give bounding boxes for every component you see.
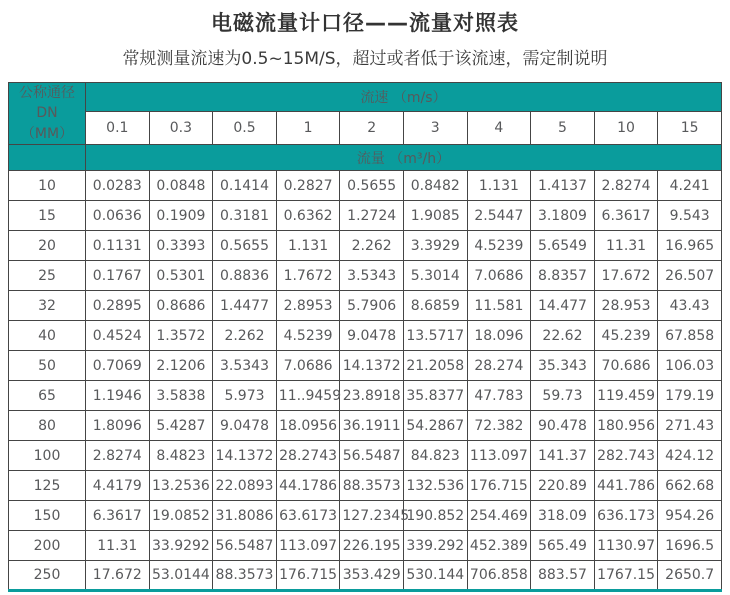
flow-value-cell: 53.0144 [149, 561, 213, 591]
velocity-band-row [9, 83, 722, 112]
flow-value-cell: 8.4823 [149, 441, 213, 471]
flow-value-cell: 0.6362 [276, 201, 340, 231]
flow-value-cell: 70.686 [594, 351, 658, 381]
table-row [9, 201, 722, 231]
flow-value-cell: 6.3617 [86, 501, 150, 531]
flow-value-cell: 176.715 [467, 471, 531, 501]
flow-value-cell: 0.5301 [149, 261, 213, 291]
flow-value-cell: 18.096 [467, 321, 531, 351]
flow-value-cell: 132.536 [403, 471, 467, 501]
flow-value-cell: 954.26 [658, 501, 722, 531]
flow-value-cell: 190.852 [403, 501, 467, 531]
flow-value-cell: 0.5655 [213, 231, 277, 261]
flow-value-cell: 1.2724 [340, 201, 404, 231]
flow-value-cell: 565.49 [531, 531, 595, 561]
flow-value-cell: 84.823 [403, 441, 467, 471]
flow-value-cell: 0.5655 [340, 171, 404, 201]
flow-value-cell: 0.8836 [213, 261, 277, 291]
velocity-value-cell: 1 [276, 112, 340, 145]
flow-value-cell: 36.1911 [340, 411, 404, 441]
flow-value-cell: 18.0956 [276, 411, 340, 441]
flow-value-cell: 0.0636 [86, 201, 150, 231]
table-row [9, 261, 722, 291]
flow-value-cell: 0.0848 [149, 171, 213, 201]
flow-value-cell: 179.19 [658, 381, 722, 411]
flow-value-cell: 23.8918 [340, 381, 404, 411]
flow-value-cell: 21.2058 [403, 351, 467, 381]
flow-value-cell: 4.4179 [86, 471, 150, 501]
flow-value-cell: 8.8357 [531, 261, 595, 291]
flow-value-cell: 14.477 [531, 291, 595, 321]
flow-value-cell: 5.4287 [149, 411, 213, 441]
flow-value-cell: 0.1414 [213, 171, 277, 201]
dn-cell: 15 [9, 201, 86, 231]
flow-value-cell: 1.9085 [403, 201, 467, 231]
flow-value-cell: 35.343 [531, 351, 595, 381]
table-row [9, 441, 722, 471]
flow-value-cell: 16.965 [658, 231, 722, 261]
flow-value-cell: 22.62 [531, 321, 595, 351]
flow-value-cell: 26.507 [658, 261, 722, 291]
velocity-value-cell: 5 [531, 112, 595, 145]
dn-cell: 125 [9, 471, 86, 501]
flow-value-cell: 282.743 [594, 441, 658, 471]
flow-value-cell: 63.6173 [276, 501, 340, 531]
flow-value-cell: 1.1946 [86, 381, 150, 411]
flow-value-cell: 2.5447 [467, 201, 531, 231]
corner-header-line2: （MM） [20, 125, 74, 142]
flow-value-cell: 0.7069 [86, 351, 150, 381]
dn-cell: 100 [9, 441, 86, 471]
table-row [9, 471, 722, 501]
table-row [9, 411, 722, 441]
flow-value-cell: 318.09 [531, 501, 595, 531]
flow-value-cell: 17.672 [86, 561, 150, 591]
flow-value-cell: 0.4524 [86, 321, 150, 351]
flow-value-cell: 0.8482 [403, 171, 467, 201]
flow-value-cell: 45.239 [594, 321, 658, 351]
dn-cell: 10 [9, 171, 86, 201]
flow-band-row [9, 145, 722, 171]
flow-value-cell: 706.858 [467, 561, 531, 591]
flow-value-cell: 0.3393 [149, 231, 213, 261]
page-subtitle: 常规测量流速为0.5~15M/S，超过或者低于该流速，需定制说明 [122, 49, 608, 69]
flow-value-cell: 0.8686 [149, 291, 213, 321]
flow-value-cell: 56.5487 [340, 441, 404, 471]
flow-value-cell: 88.3573 [340, 471, 404, 501]
flow-value-cell: 14.1372 [340, 351, 404, 381]
dn-cell: 20 [9, 231, 86, 261]
page-title: 电磁流量计口径——流量对照表 [211, 11, 519, 35]
flow-value-cell: 1.131 [467, 171, 531, 201]
table-row [9, 531, 722, 561]
flow-value-cell: 113.097 [467, 441, 531, 471]
flow-value-cell: 13.5717 [403, 321, 467, 351]
flow-value-cell: 5.7906 [340, 291, 404, 321]
flow-value-cell: 11.31 [86, 531, 150, 561]
flow-value-cell: 9.0478 [213, 411, 277, 441]
flow-value-cell: 6.3617 [594, 201, 658, 231]
flow-value-cell: 44.1786 [276, 471, 340, 501]
flow-value-cell: 339.292 [403, 531, 467, 561]
flow-value-cell: 28.2743 [276, 441, 340, 471]
table-row [9, 231, 722, 261]
velocity-value-cell: 4 [467, 112, 531, 145]
flow-table-body [9, 171, 722, 591]
flow-value-cell: 7.0686 [467, 261, 531, 291]
flow-value-cell: 5.973 [213, 381, 277, 411]
flow-value-cell: 11.31 [594, 231, 658, 261]
flow-table-header [9, 83, 722, 171]
flow-value-cell: 47.783 [467, 381, 531, 411]
flow-value-cell: 1130.97 [594, 531, 658, 561]
flow-value-cell: 11..9459 [276, 381, 340, 411]
dn-cell: 80 [9, 411, 86, 441]
flow-value-cell: 3.5343 [213, 351, 277, 381]
table-row [9, 321, 722, 351]
flow-value-cell: 271.43 [658, 411, 722, 441]
flow-value-cell: 1.8096 [86, 411, 150, 441]
flow-comparison-table [8, 82, 722, 592]
flow-value-cell: 0.1767 [86, 261, 150, 291]
velocity-value-cell: 15 [658, 112, 722, 145]
flow-value-cell: 1696.5 [658, 531, 722, 561]
corner-header-line1: 公称通径DN [19, 85, 75, 122]
flow-value-cell: 127.2345 [340, 501, 404, 531]
flow-value-cell: 56.5487 [213, 531, 277, 561]
velocity-value-cell: 2 [340, 112, 404, 145]
dn-cell: 40 [9, 321, 86, 351]
flow-value-cell: 180.956 [594, 411, 658, 441]
flow-value-cell: 5.6549 [531, 231, 595, 261]
flow-value-cell: 119.459 [594, 381, 658, 411]
flow-value-cell: 7.0686 [276, 351, 340, 381]
flow-value-cell: 0.2895 [86, 291, 150, 321]
flow-value-cell: 4.5239 [276, 321, 340, 351]
flow-value-cell: 662.68 [658, 471, 722, 501]
dn-cell: 250 [9, 561, 86, 591]
velocity-value-cell: 0.3 [149, 112, 213, 145]
flow-value-cell: 452.389 [467, 531, 531, 561]
flow-value-cell: 22.0893 [213, 471, 277, 501]
velocity-value-cell: 3 [403, 112, 467, 145]
flow-value-cell: 2650.7 [658, 561, 722, 591]
flow-band-corner-cell [9, 145, 86, 171]
flow-value-cell: 254.469 [467, 501, 531, 531]
flow-value-cell: 2.8953 [276, 291, 340, 321]
velocity-values-row [9, 112, 722, 145]
flow-value-cell: 0.3181 [213, 201, 277, 231]
table-row [9, 561, 722, 591]
flow-value-cell: 141.37 [531, 441, 595, 471]
flow-value-cell: 1767.15 [594, 561, 658, 591]
flow-value-cell: 28.953 [594, 291, 658, 321]
velocity-value-cell: 0.5 [213, 112, 277, 145]
flow-value-cell: 13.2536 [149, 471, 213, 501]
flow-value-cell: 1.4137 [531, 171, 595, 201]
flow-value-cell: 0.2827 [276, 171, 340, 201]
flow-value-cell: 220.89 [531, 471, 595, 501]
flow-value-cell: 67.858 [658, 321, 722, 351]
flow-value-cell: 530.144 [403, 561, 467, 591]
flow-band-header: 流量 （m³/h） [86, 145, 722, 171]
table-row [9, 351, 722, 381]
flow-value-cell: 2.8274 [594, 171, 658, 201]
flow-value-cell: 1.7672 [276, 261, 340, 291]
velocity-value-cell: 10 [594, 112, 658, 145]
corner-header-cell [9, 83, 86, 145]
flow-value-cell: 19.0852 [149, 501, 213, 531]
flow-value-cell: 28.274 [467, 351, 531, 381]
flow-value-cell: 8.6859 [403, 291, 467, 321]
flow-value-cell: 4.241 [658, 171, 722, 201]
dn-cell: 150 [9, 501, 86, 531]
dn-cell: 200 [9, 531, 86, 561]
flow-value-cell: 3.1809 [531, 201, 595, 231]
flow-value-cell: 59.73 [531, 381, 595, 411]
flow-value-cell: 2.262 [213, 321, 277, 351]
flow-value-cell: 353.429 [340, 561, 404, 591]
flow-value-cell: 424.12 [658, 441, 722, 471]
flow-value-cell: 3.5838 [149, 381, 213, 411]
table-row [9, 381, 722, 411]
table-row [9, 291, 722, 321]
flow-value-cell: 2.1206 [149, 351, 213, 381]
dn-cell: 65 [9, 381, 86, 411]
flow-value-cell: 441.786 [594, 471, 658, 501]
flow-value-cell: 106.03 [658, 351, 722, 381]
flow-value-cell: 33.9292 [149, 531, 213, 561]
dn-cell: 32 [9, 291, 86, 321]
flow-value-cell: 176.715 [276, 561, 340, 591]
flow-value-cell: 31.8086 [213, 501, 277, 531]
flow-value-cell: 11.581 [467, 291, 531, 321]
flow-value-cell: 43.43 [658, 291, 722, 321]
flow-value-cell: 88.3573 [213, 561, 277, 591]
flow-value-cell: 17.672 [594, 261, 658, 291]
flow-value-cell: 72.382 [467, 411, 531, 441]
dn-cell: 25 [9, 261, 86, 291]
flow-value-cell: 883.57 [531, 561, 595, 591]
flow-value-cell: 9.0478 [340, 321, 404, 351]
flow-value-cell: 0.0283 [86, 171, 150, 201]
flow-value-cell: 636.173 [594, 501, 658, 531]
flow-value-cell: 5.3014 [403, 261, 467, 291]
flow-value-cell: 1.131 [276, 231, 340, 261]
dn-cell: 50 [9, 351, 86, 381]
flow-value-cell: 90.478 [531, 411, 595, 441]
velocity-value-cell: 0.1 [86, 112, 150, 145]
flow-value-cell: 3.3929 [403, 231, 467, 261]
velocity-band-header: 流速 （m/s） [86, 83, 722, 112]
flow-value-cell: 54.2867 [403, 411, 467, 441]
flow-value-cell: 113.097 [276, 531, 340, 561]
flow-value-cell: 0.1131 [86, 231, 150, 261]
flow-value-cell: 4.5239 [467, 231, 531, 261]
flow-value-cell: 3.5343 [340, 261, 404, 291]
table-row [9, 501, 722, 531]
flow-value-cell: 14.1372 [213, 441, 277, 471]
flow-value-cell: 2.8274 [86, 441, 150, 471]
flow-value-cell: 226.195 [340, 531, 404, 561]
flow-value-cell: 35.8377 [403, 381, 467, 411]
table-row [9, 171, 722, 201]
flow-value-cell: 9.543 [658, 201, 722, 231]
flow-value-cell: 2.262 [340, 231, 404, 261]
flow-value-cell: 1.3572 [149, 321, 213, 351]
flow-value-cell: 0.1909 [149, 201, 213, 231]
flow-value-cell: 1.4477 [213, 291, 277, 321]
